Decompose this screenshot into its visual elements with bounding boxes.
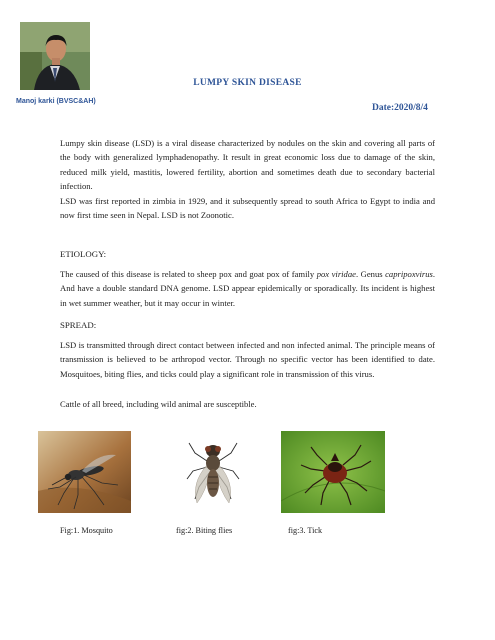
- author-name: Manoj karki (BVSC&AH): [16, 98, 96, 105]
- figure-mosquito: [38, 431, 131, 513]
- intro-paragraph: Lumpy skin disease (LSD) is a viral disease characterized by nodules on the skin and covering all parts of the body with generalized lymphadenopathy. It result in great economic loss due to damage of the skin, reduced milk yield, mastitis, lowered fertility, abortion and sometimes death due to secondary bacterial infection.: [60, 138, 435, 191]
- caption-fly: fig:2. Biting flies: [176, 526, 233, 535]
- etiology-text-c: . And have a double standard DNA genome. LSD appear epidemically or sporadically. Its incident is highest in wet summer weather, but it may occur in winter.: [60, 269, 435, 308]
- etiology-heading: ETIOLOGY:: [60, 249, 107, 259]
- figure-fly: [183, 431, 243, 513]
- etiology-genus: capripoxvirus: [385, 269, 433, 279]
- caption-tick: fig:3. Tick: [288, 526, 323, 535]
- document-date: Date:2020/8/4: [372, 103, 428, 113]
- caption-mosquito: Fig:1. Mosquito: [60, 526, 113, 535]
- spread-paragraph: LSD is transmitted through direct contact between infected and non infected animal. The principle means of transmission is believed to be arthropod vector. Through no specific vector has been identified to date. Mosquitoes, biting flies, and ticks could play a significant role in transmission of this virus.: [60, 340, 435, 379]
- mosquito-icon: [38, 431, 131, 513]
- etiology-family: pox viridae: [316, 269, 356, 279]
- cattle-paragraph: Cattle of all breed, including wild animal are susceptible.: [60, 399, 257, 409]
- tick-icon: [281, 431, 385, 513]
- history-paragraph: LSD was first reported in zimbia in 1929, and it subsequently spread to south Africa to Egypt to india and now first time seen in Nepal. LSD is not Zoonotic.: [60, 196, 435, 221]
- etiology-text-a: The caused of this disease is related to sheep pox and goat pox of family: [60, 269, 317, 279]
- spread-heading: SPREAD:: [60, 320, 97, 330]
- etiology-paragraph: [60, 267, 435, 310]
- figure-tick: [281, 431, 385, 513]
- fly-icon: [183, 431, 243, 513]
- document-title: LUMPY SKIN DISEASE: [193, 78, 302, 88]
- etiology-text-b: . Genus: [355, 269, 386, 279]
